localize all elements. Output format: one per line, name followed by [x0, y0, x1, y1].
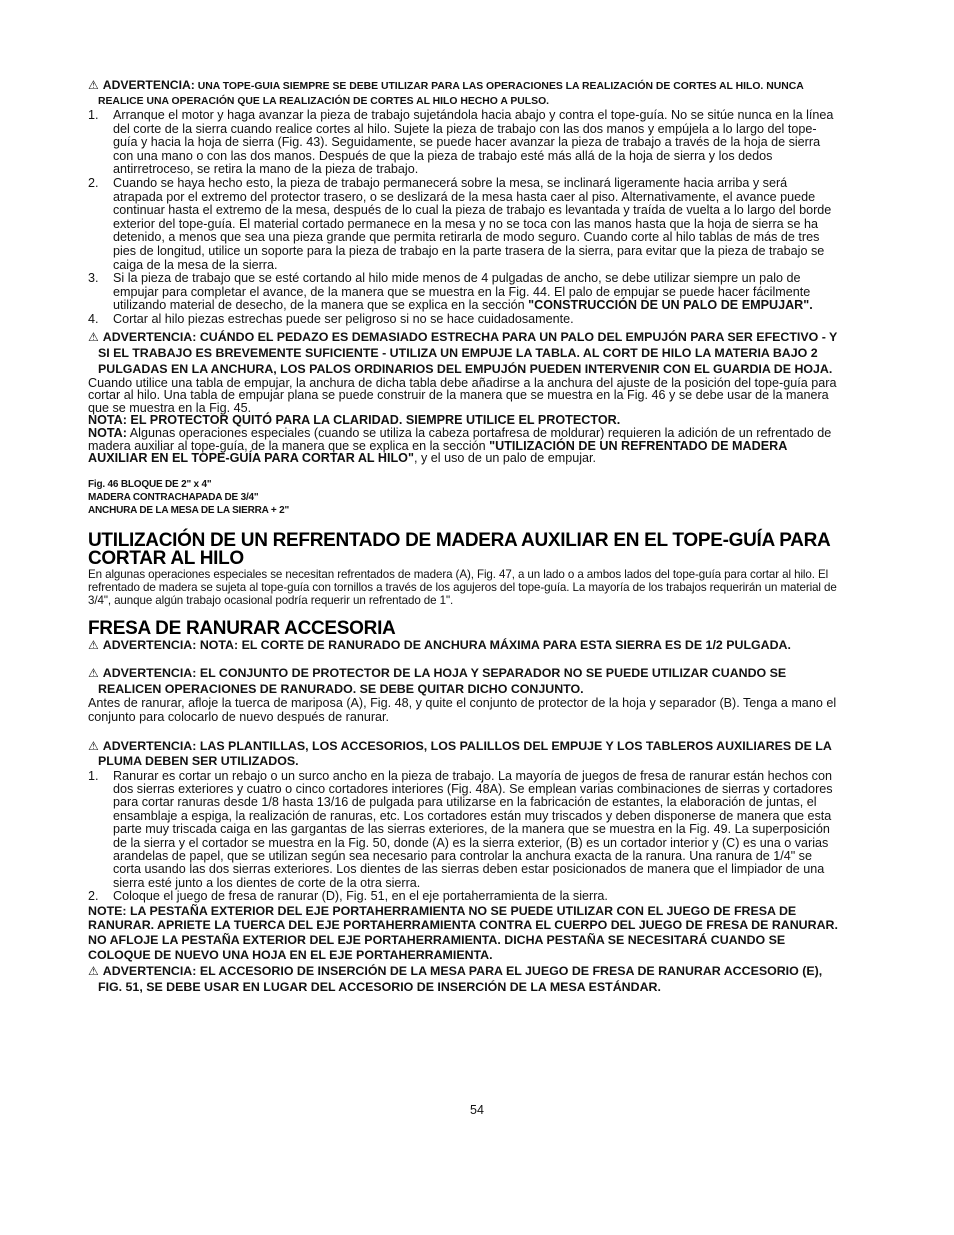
warning-rip-fence: ⚠ ADVERTENCIA: UNA TOPE-GUIA SIEMPRE SE DEBE UTILIZAR PARA LAS OPERACIONES LA REALIZACIÓN DE CORTES AL HILO. NUNCA REALICE UNA OPERACIÓN QUE LA REALIZACIÓN DE CORTES AL HILO HECHO A PULSO. — [88, 78, 804, 107]
figure-label: ANCHURA DE LA MESA DE LA SIERRA + 2" — [88, 505, 289, 517]
warning-table-insert: ⚠ ADVERTENCIA: EL ACCESORIO DE INSERCIÓN DE LA MESA PARA EL JUEGO DE FRESA DE RANURAR ACCESORIO (E), FIG. 51, SE DEBE USAR EN LUGAR DEL ACCESORIO DE INSERCIÓN DE LA MESA ESTÁNDAR. — [88, 964, 823, 994]
warning-triangle-icon: ⚠ — [88, 964, 99, 979]
warning-jigs-fixtures: ⚠ ADVERTENCIA: LAS PLANTILLAS, LOS ACCESORIOS, LOS PALILLOS DEL EMPUJE Y LOS TABLEROS AUXILIARES DE LA PLUMA DEBEN SER UTILIZADOS. — [88, 738, 832, 769]
note-guard-removed: NOTA: EL PROTECTOR QUITÓ PARA LA CLARIDAD. SIEMPRE UTILICE EL PROTECTOR. — [88, 413, 621, 428]
warning-triangle-icon: ⚠ — [88, 738, 99, 753]
figure-46-labels — [88, 478, 838, 518]
list-item: 3. Si la pieza de trabajo que se esté cortando al hilo mide menos de 4 pulgadas de ancho, se debe utilizar siempre un palo de empujar para completar el avance, de la manera que se muestra en la Fig. 44. El palo de empujar se puede hacer fácilmente utilizando material de desecho, de la manera que se explica en la sección "CONSTRUCCIÓN DE UN PALO DE EMPUJAR". — [88, 271, 813, 313]
list-item: 1. Arranque el motor y haga avanzar la pieza de trabajo sujetándola hacia abajo y contra el tope-guía. No se sitúe nunca en la línea del corte de la sierra cuando realice cortes al hilo. Sujete la pieza de trabajo con las dos manos y empújela a lo largo del tope-guía y hacia la hoja de sierra (Fig. 43). Seguidamente, se puede hacer avanzar la pieza de trabajo a través de la hoja de sierra con una mano o con las dos manos. Después de que la pieza de trabajo esté más allá de la hoja de sierra y los dedos antirretroceso, se retira la mano de la pieza de trabajo. — [88, 108, 834, 177]
dado-preparation-paragraph: Antes de ranurar, afloje la tuerca de mariposa (A), Fig. 48, y quite el conjunto de protector de la hoja y separador (B). Tenga a mano el conjunto para colocarlo de nuevo después de ranurar. — [88, 696, 837, 725]
figure-label: MADERA CONTRACHAPADA DE 3/4" — [88, 492, 259, 504]
note-arbor-flange: NOTE: LA PESTAÑA EXTERIOR DEL EJE PORTAHERRAMIENTA NO SE PUEDE UTILIZAR CON EL JUEGO DE FRESA DE RANURAR. APRIETE LA TUERCA DEL EJE PORTAHERRAMIENTA CONTRA EL CUERPO DEL JUEGO DE FRESA DE RANURAR. NO AFLOJE LA PESTAÑA EXTERIOR DEL EJE PORTAHERRAMIENTA. DICHA PESTAÑA SE NECESITARÁ CUANDO SE COLOQUE DE NUEVO UNA HOJA EN EL EJE PORTAHERRAMIENTA. — [88, 903, 838, 962]
warning-triangle-icon: ⚠ — [88, 78, 99, 92]
list-item: 2. Coloque el juego de fresa de ranurar (D), Fig. 51, en el eje portaherramienta de la sierra. — [88, 889, 608, 904]
list-item: 2. Cuando se haya hecho esto, la pieza de trabajo permanecerá sobre la mesa, se inclinará ligeramente hacia arriba y será atrapada por el extremo del protector trasero, o se deslizará de la mesa hasta caer al piso. Alternativamente, el avance puede continuar hasta el extremo de la mesa, después de lo cual la pieza de trabajo es levantada y traída de vuelta a lo largo del borde exterior del tope-guía. El material cortado permanece en la mesa y no se toca con las manos hasta que la hoja de sierra se ha detenido, a menos que sea una pieza grande que permita retirarla de modo seguro. Cuando corte al hilo tablas de más de tres pies de longitud, utilice un soporte para la pieza de trabajo en la parte trasera de la sierra, para evitar que la pieza de trabajo se caiga de la mesa de la sierra. — [88, 175, 832, 272]
refrentado-paragraph: En algunas operaciones especiales se necesitan refrentados de madera (A), Fig. 47, a un lado o a ambos lados del tope-guía para cortar al hilo. El refrentado de madera se sujeta al tope-guía con tornillos a través de los agujeros del tope-guía. La mayoría de los trabajos requerirán un material de 3/4", aunque algún trabajo ocasional podría requerir un refrentado de 1". — [88, 567, 837, 607]
section-heading-refrentado: UTILIZACIÓN DE UN REFRENTADO DE MADERA AUXILIAR EN EL TOPE-GUÍA PARA CORTAR AL HILO — [88, 529, 830, 569]
push-board-paragraph: Cuando utilice una tabla de empujar, la anchura de dicha tabla debe añadirse a la anchura del ajuste de la posición del tope-guía para cortar al hilo. Una tabla de empujar plana se puede construir de la manera que se muestra en la Fig. 46 y se debe usar de la manera que se muestra en la Fig. 45. — [88, 375, 837, 415]
list-item: 1. Ranurar es cortar un rebajo o un surco ancho en la pieza de trabajo. La mayoría de juegos de fresa de ranurar están hechos con dos sierras exteriores y cuatro o cinco cortadores interiores (Fig. 48A). Se emplean varias combinaciones de sierras y cortadores para cortar ranuras desde 1/8 hasta 13/16 de pulgada para utilizarse en la fabricación de estantes, la elaboración de juntas, el ensamblaje a espiga, la realización de ranuras, etc. Los cortadores están muy triscados y deben disponerse de manera que esta parte muy triscada caiga en las gargantas de las sierras exteriores, de la manera que se muestra en la Fig. 49. La superposición de la sierra y el cortador se muestra en la Fig. 50, donde (A) es la sierra exterior, (B) es un cortador interior y (C) es una o varias arandelas de papel, que se utilizan según sea necesario para controlar la anchura exacta de la ranura. Una ranura de 1/4" se corta usando las dos sierras exteriores. Los dientes de las sierras deben estar posicionados de manera que el limpiador de una sierra esté junto a los dientes de corte de la otra sierra. — [88, 768, 833, 890]
warning-push-board: ⚠ ADVERTENCIA: CUÁNDO EL PEDAZO ES DEMASIADO ESTRECHA PARA UN PALO DEL EMPUJÓN PARA SER EFECTIVO - Y SI EL TRABAJO ES BREVEMENTE SUFICIENTE - UTILIZA UN EMPUJE LA TABLA. AL CORT DE HILO LA MATERIA BAJO 2 PULGADAS EN LA ANCHURA, LOS PALOS ORDINARIOS DEL EMPUJÓN PUEDEN INTERVENIR CON EL GUARDIA DE HOJA. — [88, 329, 838, 376]
page-number: 54 — [470, 1103, 484, 1117]
manual-page — [88, 78, 838, 995]
warning-dado-width: ⚠ ADVERTENCIA: NOTA: EL CORTE DE RANURADO DE ANCHURA MÁXIMA PARA ESTA SIERRA ES DE 1/2 PULGADA. — [88, 637, 791, 652]
warning-triangle-icon: ⚠ — [88, 637, 99, 652]
section-heading-fresa: FRESA DE RANURAR ACCESORIA — [88, 617, 396, 639]
list-item: 4. Cortar al hilo piezas estrechas puede ser peligroso si no se hace cuidadosamente. — [88, 311, 574, 326]
figure-label: Fig. 46 BLOQUE DE 2" x 4" — [88, 479, 212, 491]
warning-triangle-icon: ⚠ — [88, 329, 99, 344]
warning-triangle-icon: ⚠ — [88, 666, 99, 681]
note-auxiliary-facing: NOTA: Algunas operaciones especiales (cuando se utiliza la cabeza portafresa de moldurar) requieren la adición de un refrentado de madera auxiliar al tope-guía, de la manera que se explica en la sección "UTILIZACIÓN DE UN REFRENTADO DE MADERA AUXILIAR EN EL TOPE-GUÍA PARA CORTAR AL HILO", y el uso de un palo de empujar. — [88, 426, 832, 466]
warning-guard-assembly: ⚠ ADVERTENCIA: EL CONJUNTO DE PROTECTOR DE LA HOJA Y SEPARADOR NO SE PUEDE UTILIZAR CUANDO SE REALICEN OPERACIONES DE RANURADO. SE DEBE QUITAR DICHO CONJUNTO. — [88, 666, 787, 696]
